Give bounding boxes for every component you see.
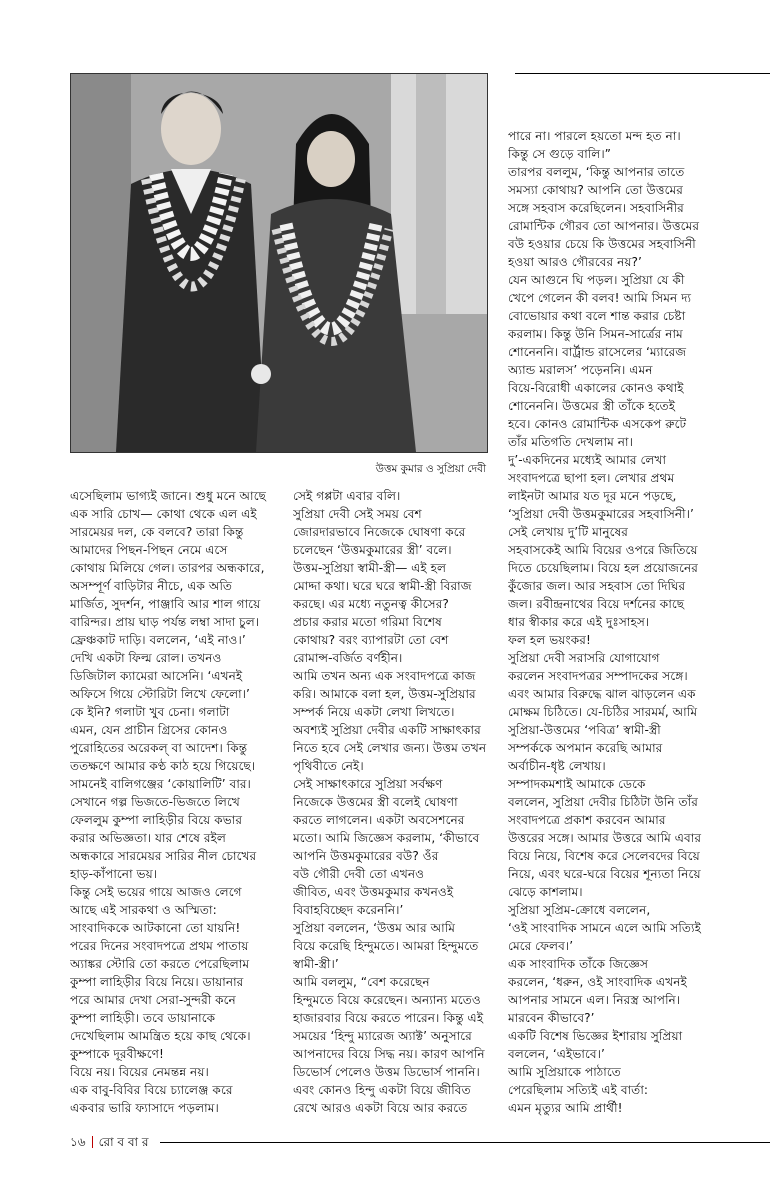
article-line: আছে এই সারকথা ও অস্মিতা: [70, 903, 217, 917]
article-line: ফ্রেঞ্চকাট দাড়ি। বললেন, ‘এই নাও।’ [70, 633, 246, 647]
article-line: এমন মৃত্যুর আমি প্রার্থী! [508, 1101, 623, 1115]
article-line: সুপ্রিয়া সুপ্রিম-ক্রোধে বললেন, [508, 903, 651, 917]
article-line: সময়ের ‘হিন্দু ম্যারেজ অ্যাক্ট’ অনুসারে [293, 1029, 472, 1043]
article-line: মোক্ষম চিঠিতে। যে-চিঠির সারমর্ম, আমি [508, 705, 698, 719]
photo-illustration [71, 74, 487, 452]
article-line: এক সারি চোখ— কোথা থেকে এল এই [70, 507, 257, 521]
article-line: একবার ভারি ফ্যাসাদে পড়লাম। [70, 1101, 219, 1115]
article-line: অফিসে গিয়ে স্টোরিটা লিখে ফেলো।’ [70, 687, 250, 701]
article-line: ফেললুম কুম্পা লাহিড়ীর বিয়ে কভার [70, 813, 243, 827]
footer-rule [160, 1142, 770, 1143]
article-line: করলেন সংবাদপত্রর সম্পাদকের সঙ্গে। [508, 669, 688, 683]
article-line: জোরদারভাবে নিজেকে ঘোষণা করে [293, 525, 466, 539]
article-line: পারে না। পারলে হয়তো মন্দ হত না। [508, 129, 681, 143]
article-line: বিয়ে নিয়ে, বিশেষ করে সেলেবদের বিয়ে [508, 849, 700, 863]
magazine-name: রো ব বা র [98, 1135, 149, 1149]
article-line: কোথায়? বরং ব্যাপারটা তো বেশ [293, 633, 449, 647]
article-line: জীবিত, এবং উত্তমকুমার কখনওই [293, 885, 454, 899]
article-line: তাঁর মতিগতি দেখলাম না। [508, 435, 633, 449]
article-line: বারিন্দর। প্রায় ঘাড় পর্যন্ত লম্বা সাদা চুল। [70, 615, 260, 629]
article-line: সেই লেখায় দু’টি মানুষের [508, 525, 629, 539]
article-line: ‘সুপ্রিয়া দেবী উত্তমকুমারের সহবাসিনী।’ [508, 507, 694, 521]
article-line: মেরে ফেলব।’ [508, 939, 574, 953]
article-line: কুঁজোর জল। আর সহবাস তো দিঘির [508, 579, 686, 593]
article-line: জল। রবীন্দ্রনাথের বিয়ে দর্শনের কাছে [508, 597, 685, 611]
article-line: হিন্দুমতে বিয়ে করেছেন। অন্যান্য মতেও [293, 993, 481, 1007]
article-line: পুরোহিতের অরেকল্‌ বা আদেশ। কিন্তু [70, 741, 248, 755]
article-line: অসম্পূর্ণ বাড়িটার নীচে, এক অতি [70, 579, 233, 593]
article-line: সম্পর্ক নিয়ে একটা লেখা লিখতে। [293, 705, 455, 719]
article-line: ততক্ষণে আমার কণ্ঠ কাঠ হয়ে গিয়েছে। [70, 759, 256, 773]
article-line: উত্তরের সঙ্গে। আমার উত্তরে আমি এবার [508, 831, 702, 845]
article-line: একটি বিশেষ ভিজ্ঞের ইশারায় সুপ্রিয়া [508, 1029, 683, 1043]
article-line: কুম্পা লাহিড়ী। তবে ডায়ানাকে [70, 1011, 216, 1025]
article-line: পরে আমার দেখা সেরা-সুন্দরী কনে [70, 993, 236, 1007]
article-line: রোমান্স-বর্জিত বর্ণহীন। [293, 651, 403, 665]
article-line: বউ গৌরী দেবী তো এখনও [293, 867, 425, 881]
article-line: কুম্পাকে দূরবীক্ষণে! [70, 1047, 164, 1061]
article-line: অন্ধকারে সারমেয়র সারির নীল চোখের [70, 849, 257, 863]
article-line: মার্জিত, সুদর্শন, পাঞ্জাবি আর শাল গায়ে [70, 597, 261, 611]
article-line: সারমেয়র দল, কে বলবে? তারা কিন্তু [70, 525, 244, 539]
article-line: সেই গপ্পটা এবার বলি। [293, 489, 401, 503]
article-line: মারবেন কীভাবে?’ [508, 1011, 595, 1025]
article-line: দেখেছিলাম আমন্ত্রিত হয়ে কাছ থেকে। [70, 1029, 251, 1043]
article-line: আপনাদের বিয়ে সিদ্ধ নয়। কারণ আপনি [293, 1047, 485, 1061]
article-line: আপনার সামনে এল। নিরস্ত্র আপনি। [508, 993, 681, 1007]
article-line: পেরেছিলাম সত্যিই এই বার্তা: [508, 1083, 648, 1097]
article-line: বিয়ে করেছি হিন্দুমতে। আমরা হিন্দুমতে [293, 939, 479, 953]
article-line: অর্বাচীন-ধৃষ্ট লেখায়। [508, 759, 606, 773]
column-rule-top [515, 73, 770, 74]
article-line: সেই সাক্ষাৎকারে সুপ্রিয়া সর্বক্ষণ [293, 777, 443, 791]
article-line: কিন্তু সে গুড়ে বালি।” [508, 147, 611, 161]
article-line: বিবাহবিচ্ছেদ করেননি।’ [293, 903, 404, 917]
article-line: পরের দিনের সংবাদপত্রে প্রথম পাতায় [70, 939, 249, 953]
article-line: করছে। এর মধ্যে নতুনত্ব কীসের? [293, 597, 449, 611]
article-line: মতো। আমি জিজ্ঞেস করলাম, ‘কীভাবে [293, 831, 480, 845]
article-line: খেপে গেলেন কী বলব! আমি সিমন দ্য [508, 291, 692, 305]
article-line: এসেছিলাম ভাগ্যই জানে। শুধু মনে আছে [70, 489, 267, 503]
article-line: ডিজিটাল ক্যামেরা আসেনি। ‘এখনই [70, 669, 243, 683]
article-line: ফল হল ভয়ংকর! [508, 633, 591, 647]
article-line: তারপর বললুম, ‘কিন্তু আপনার তাতে [508, 165, 685, 179]
article-line: সুপ্রিয়া বললেন, ‘উত্তম আর আমি [293, 921, 456, 935]
article-line: আমি সুপ্রিয়াকে পাঠাতে [508, 1065, 621, 1079]
article-line: চলেছেন ‘উত্তমকুমারের স্ত্রী’ বলে। [293, 543, 452, 557]
article-line: রেখে আরও একটা বিয়ে আর করতে [293, 1101, 468, 1115]
wedding-photo [70, 73, 488, 453]
article-line: সুপ্রিয়া-উত্তমের ‘পবিত্র’ স্বামী-স্ত্রী [508, 723, 661, 737]
article-line: বোভোয়ার কথা বলে শান্ত করার চেষ্টা [508, 309, 686, 323]
article-line: সম্পর্ককে অপমান করেছি আমার [508, 741, 663, 755]
article-line: কোথায় মিলিয়ে গেল। তারপর অন্ধকারে, [70, 561, 265, 575]
article-line: নিতে হবে সেই লেখার জন্য। উত্তম তখন [293, 741, 487, 755]
article-line: অ্যান্ড মরালস’ পড়েননি। এমন [508, 363, 653, 377]
article-line: সহবাসকেই আমি বিয়ের ওপরে জিতিয়ে [508, 543, 698, 557]
article-line: আমাদের পিছন-পিছন নেমে এসে [70, 543, 228, 557]
article-line: এবং আমার বিরুদ্ধে ঝাল ঝাড়লেন এক [508, 687, 696, 701]
article-line: এক সাংবাদিক তাঁকে জিজ্ঞেস [508, 957, 649, 971]
article-line: হবে। কোনও রোমান্টিক এসকেপ রুটে [508, 417, 687, 431]
footer-divider [92, 1136, 93, 1148]
article-line: সংবাদপত্রে ছাপা হল। লেখার প্রথম [508, 471, 675, 485]
article-line: স্বামী-স্ত্রী।’ [293, 957, 339, 971]
article-line: আমি বললুম, “বেশ করেছেন [293, 975, 430, 989]
article-line: করার অভিজ্ঞতা। যার শেষে রইল [70, 831, 226, 845]
article-line: ‘ওই সাংবাদিক সামনে এলে আমি সত্যিই [508, 921, 701, 935]
article-line: করতে লাগলেন। একটা অবসেশনের [293, 813, 465, 827]
article-line: উত্তম-সুপ্রিয়া স্বামী-স্ত্রী— এই হল [293, 561, 447, 575]
article-line: রোমান্টিক গৌরব তো আপনার। উত্তমের [508, 219, 700, 233]
article-line: শোনেননি। বার্ট্রান্ড রাসেলের ‘ম্যারেজ [508, 345, 687, 359]
article-line: প্রচার করার মতো গরিমা বিশেষ [293, 615, 442, 629]
article-line: কিন্তু সেই ভয়ের গায়ে আজও লেগে [70, 885, 242, 899]
article-line: বিয়ে নয়। বিয়ের নেমন্তন্ন নয়। [70, 1065, 209, 1079]
article-line: করলেন, ‘ধরুন, ওই সাংবাদিক এখনই [508, 975, 687, 989]
article-line: দু’-একদিনের মধ্যেই আমার লেখা [508, 453, 667, 467]
article-line: সম্পাদকমশাই আমাকে ডেকে [508, 777, 646, 791]
article-line: কুম্পা লাহিড়ীর বিয়ে নিয়ে। ডায়ানার [70, 975, 244, 989]
article-line: সুপ্রিয়া দেবী সরাসরি যোগাযোগ [508, 651, 660, 665]
article-line: মোদ্দা কথা। ঘরে ঘরে স্বামী-স্ত্রী বিরাজ [293, 579, 472, 593]
article-column-1 [70, 487, 285, 1117]
article-line: করলাম। কিন্তু উনি সিমন-সার্ত্রের নাম [508, 327, 683, 341]
article-line: সেখানে গল্প ভিজতে-ভিজতে লিখে [70, 795, 240, 809]
article-line: সাংবাদিককে আটকানো তো যায়নি! [70, 921, 241, 935]
page-number: ১৬ [70, 1135, 86, 1149]
article-line: ধার স্বীকার করে এই দুঃসাহস। [508, 615, 650, 629]
article-line: কে ইনি? গলাটা খুব চেনা। গলাটা [70, 705, 230, 719]
article-line: ঝেড়ে কাশলাম। [508, 885, 583, 899]
article-line: সংবাদপত্রে প্রকাশ করবেন আমার [508, 813, 666, 827]
article-line: শোনেননি। উত্তমের স্ত্রী তাঁকে হতেই [508, 399, 676, 413]
article-line: বউ হওয়ার চেয়ে কি উত্তমের সহবাসিনী [508, 237, 696, 251]
article-line: বললেন, সুপ্রিয়া দেবীর চিঠিটা উনি তাঁর [508, 795, 698, 809]
article-line: হাজারবার বিয়ে করতে পারেন। কিন্তু এই [293, 1011, 484, 1025]
article-line: এক বাবু-বিবির বিয়ে চ্যালেঞ্জ করে [70, 1083, 233, 1097]
article-line: দেখি একটা ফিল্ম রোল। তখনও [70, 651, 222, 665]
article-line: দিতে চেয়েছিলাম। বিয়ে হল প্রয়োজনের [508, 561, 698, 575]
article-line: যেন আগুনে ঘি পড়ল। সুপ্রিয়া যে কী [508, 273, 685, 287]
article-line: লাইনটা আমার যত দূর মনে পড়ছে, [508, 489, 677, 503]
article-line: সামনেই বালিগঞ্জের ‘কোয়ালিটি’ বার। [70, 777, 251, 791]
article-line: বিয়ে-বিরোধী একালের কোনও কথাই [508, 381, 684, 395]
article-line: বললেন, ‘এইভাবে।’ [508, 1047, 605, 1061]
page-footer [70, 1134, 148, 1150]
article-line: ডিভোর্স পেলেও উত্তম ডিভোর্স পাননি। [293, 1065, 480, 1079]
article-line: সঙ্গে সহবাস করেছিলেন। সহবাসিনীর [508, 201, 684, 215]
article-line: নিজেকে উত্তমের স্ত্রী বলেই ঘোষণা [293, 795, 458, 809]
article-column-3 [508, 127, 770, 1117]
article-line: সমস্যা কোথায়? আপনি তো উত্তমের [508, 183, 683, 197]
article-line: অ্যাঙ্কর স্টোরি তো করতে পেরেছিলাম [70, 957, 250, 971]
article-line: অবশ্যই সুপ্রিয়া দেবীর একটি সাক্ষাৎকার [293, 723, 481, 737]
article-line: এমন, যেন প্রাচীন গ্রিসের কোনও [70, 723, 228, 737]
article-line: আমি তখন অন্য এক সংবাদপত্রে কাজ [293, 669, 476, 683]
article-line: হাড়-কাঁপানো ভয়। [70, 867, 158, 881]
article-line: নিয়ে, এবং ঘরে-ঘরে বিয়ের শূন্যতা নিয়ে [508, 867, 701, 881]
article-column-2 [293, 487, 498, 1117]
article-line: সুপ্রিয়া দেবী সেই সময় বেশ [293, 507, 422, 521]
photo-caption: উত্তম কুমার ও সুপ্রিয়া দেবী [375, 463, 486, 475]
article-line: হওয়া আরও গৌরবের নয়?’ [508, 255, 642, 269]
article-line: করি। আমাকে বলা হল, উত্তম-সুপ্রিয়ার [293, 687, 476, 701]
article-line: পৃথিবীতে নেই। [293, 759, 364, 773]
article-line: আপনি উত্তমকুমারের বউ? ওঁর [293, 849, 439, 863]
article-line: এবং কোনও হিন্দু একটা বিয়ে জীবিত [293, 1083, 471, 1097]
